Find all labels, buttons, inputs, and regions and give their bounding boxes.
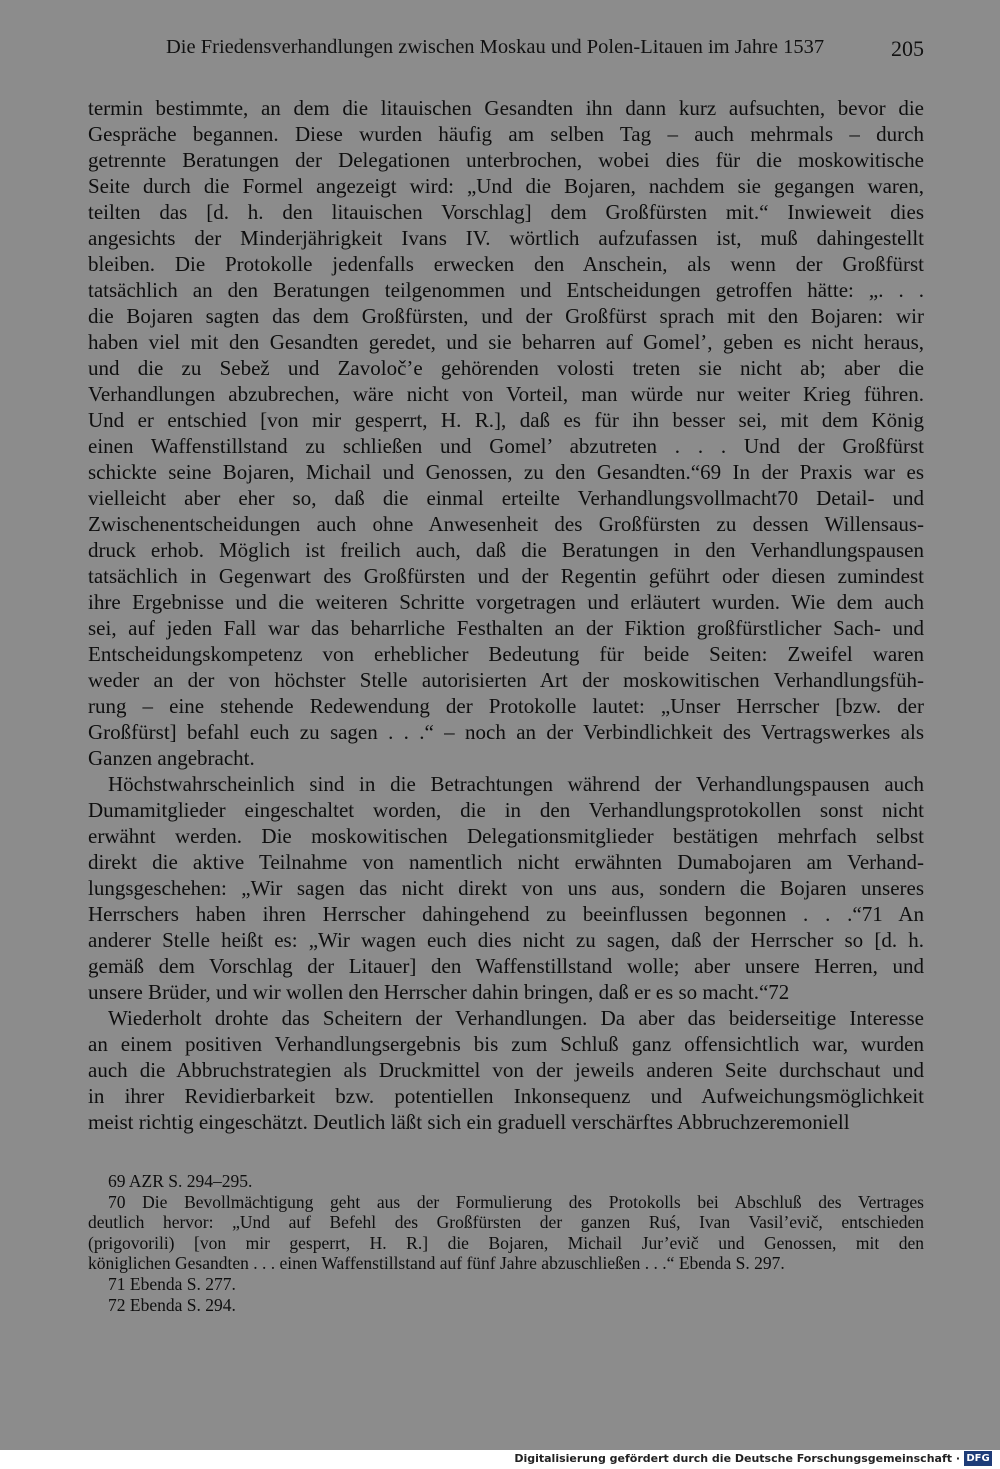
text-line: lungsgeschehen: „Wir sagen das nicht direkt von uns aus, sondern die Bojaren unseres (88, 876, 924, 900)
footnotes (88, 1171, 924, 1315)
body-text (88, 95, 924, 1135)
text-line: sei, auf jeden Fall war das beharrliche Festhalten an der Fiktion großfürstlicher Sach- und (88, 616, 924, 640)
text-line: bleiben. Die Protokolle jedenfalls erwecken den Anschein, als wenn der Großfürst (88, 252, 924, 276)
page-number: 205 (891, 36, 924, 61)
running-head (88, 36, 924, 66)
funding-notice: Digitalisierung gefördert durch die Deutsche Forschungsgemeinschaft · (514, 1452, 960, 1465)
text-line: anderer Stelle heißt es: „Wir wagen euch dies nicht zu sagen, daß der Herrscher so [d. h. (88, 928, 924, 952)
text-line: einen Waffenstillstand zu schließen und Gomel’ abzutreten . . . Und der Großfürst (88, 434, 924, 458)
text-line: meist richtig eingeschätzt. Deutlich läßt sich ein graduell verschärftes Abbruchzeremoniell (88, 1110, 850, 1134)
text-line: Großfürst] befahl euch zu sagen . . .“ – noch an der Verbindlichkeit des Vertragswerkes als (88, 720, 924, 744)
text-line: gemäß dem Vorschlag der Litauer] den Waffenstillstand wolle; aber unsere Herren, und (88, 954, 924, 978)
text-line: tatsächlich in Gegenwart des Großfürsten und der Regentin geführt oder diesen zumindest (88, 564, 924, 588)
footnote-line: 71 Ebenda S. 277. (108, 1273, 236, 1294)
footnote-line: königlichen Gesandten . . . einen Waffenstillstand auf fünf Jahre abzuschließen . . .“ Ebenda S. 297. (88, 1253, 785, 1274)
dfg-logo: DFG (964, 1451, 992, 1466)
text-line: in ihrer Revidierbarkeit bzw. potentiellen Inkonsequenz und Aufweichungsmöglichkeit (88, 1084, 924, 1108)
text-line: Verhandlungen abzubrechen, wäre nicht von Vorteil, man würde nur weiter Krieg führen. (88, 382, 924, 406)
text-line: direkt die aktive Teilnahme von namentlich nicht erwähnten Dumabojaren am Verhand- (88, 850, 924, 874)
text-line: die Bojaren sagten das dem Großfürsten, und der Großfürst sprach mit den Bojaren: wir (88, 304, 924, 328)
text-line: druck erhob. Möglich ist freilich auch, daß die Beratungen in den Verhandlungspausen (88, 538, 924, 562)
text-line: Herrschers haben ihren Herrscher dahingehend zu beeinflussen begonnen . . .“71 An (88, 902, 924, 926)
text-line: Höchstwahrscheinlich sind in die Betrachtungen während der Verhandlungspausen auch (108, 772, 924, 796)
text-line: Zwischenentscheidungen auch ohne Anwesenheit des Großfürsten zu dessen Willensaus- (88, 512, 924, 536)
text-line: unsere Brüder, und wir wollen den Herrscher dahin bringen, daß er es so macht.“72 (88, 980, 790, 1004)
text-line: angesichts der Minderjährigkeit Ivans IV. wörtlich aufzufassen ist, muß dahingestellt (88, 226, 924, 250)
text-line: Entscheidungskompetenz von erheblicher Bedeutung für beide Seiten: Zweifel waren (88, 642, 924, 666)
text-line: Wiederholt drohte das Scheitern der Verhandlungen. Da aber das beiderseitige Interesse (108, 1006, 924, 1030)
running-head-title: Die Friedensverhandlungen zwischen Moskau und Polen-Litauen im Jahre 1537 (166, 36, 825, 58)
text-line: auch die Abbruchstrategien als Druckmittel von der jeweils anderen Seite durchschaut und (88, 1058, 924, 1082)
text-line: schickte seine Bojaren, Michail und Genossen, zu den Gesandten.“69 In der Praxis war es (88, 460, 924, 484)
text-line: tatsächlich an den Beratungen teilgenommen und Entscheidungen getroffen hätte: „. . . (88, 278, 924, 302)
footnote-line: 72 Ebenda S. 294. (108, 1294, 236, 1315)
text-line: getrennte Beratungen der Delegationen unterbrochen, wobei dies für die moskowitische (88, 148, 924, 172)
text-line: haben viel mit den Gesandten geredet, und sie beharren auf Gomel’, geben es nicht heraus, (88, 330, 924, 354)
text-line: Gespräche begannen. Diese wurden häufig am selben Tag – auch mehrmals – durch (88, 122, 924, 146)
text-line: erwähnt werden. Die moskowitischen Delegationsmitglieder bestätigen mehrfach selbst (88, 824, 924, 848)
text-line: und die zu Sebež und Zavoloč’e gehörenden volosti treten sie nicht ab; aber die (88, 356, 924, 380)
footnote-line: 69 AZR S. 294–295. (108, 1171, 253, 1191)
text-line: termin bestimmte, an dem die litauischen Gesandten ihn dann kurz aufsuchten, bevor die (88, 96, 924, 120)
text-line: ihre Ergebnisse und die weiteren Schritte vorgetragen und erläutert wurden. Wie dem auch (88, 590, 924, 614)
text-line: Seite durch die Formel angezeigt wird: „Und die Bojaren, nachdem sie gegangen waren, (88, 174, 924, 198)
footnote-line: deutlich hervor: „Und auf Befehl des Großfürsten der ganzen Ruś, Ivan Vasil’evič, entschieden (88, 1212, 924, 1233)
text-line: Und er entschied [von mir gesperrt, H. R.], daß es für ihn besser sei, mit dem König (88, 408, 924, 432)
digitization-footer (0, 1450, 1000, 1469)
text-line: Dumamitglieder eingeschaltet worden, die in den Verhandlungsprotokollen sonst nicht (88, 798, 924, 822)
text-line: Ganzen angebracht. (88, 746, 255, 770)
footnote-line: 70 Die Bevollmächtigung geht aus der Formulierung des Protokolls bei Abschluß des Vertrages (108, 1191, 924, 1212)
text-line: teilten das [d. h. den litauischen Vorschlag] dem Großfürsten mit.“ Inwieweit dies (88, 200, 924, 224)
text-line: rung – eine stehende Redewendung der Protokolle lautet: „Unser Herrscher [bzw. der (88, 694, 924, 718)
text-line: an einem positiven Verhandlungsergebnis bis zum Schluß ganz offensichtlich war, wurden (88, 1032, 924, 1056)
text-line: vielleicht aber eher so, daß die einmal erteilte Verhandlungsvollmacht70 Detail- und (88, 486, 924, 510)
text-line: weder an der von höchster Stelle autorisierten Art der moskowitischen Verhandlungsfüh- (88, 668, 924, 692)
footnote-line: (prigovorili) [von mir gesperrt, H. R.] die Bojaren, Michail Jur’evič und Genossen, mit den (88, 1232, 924, 1253)
